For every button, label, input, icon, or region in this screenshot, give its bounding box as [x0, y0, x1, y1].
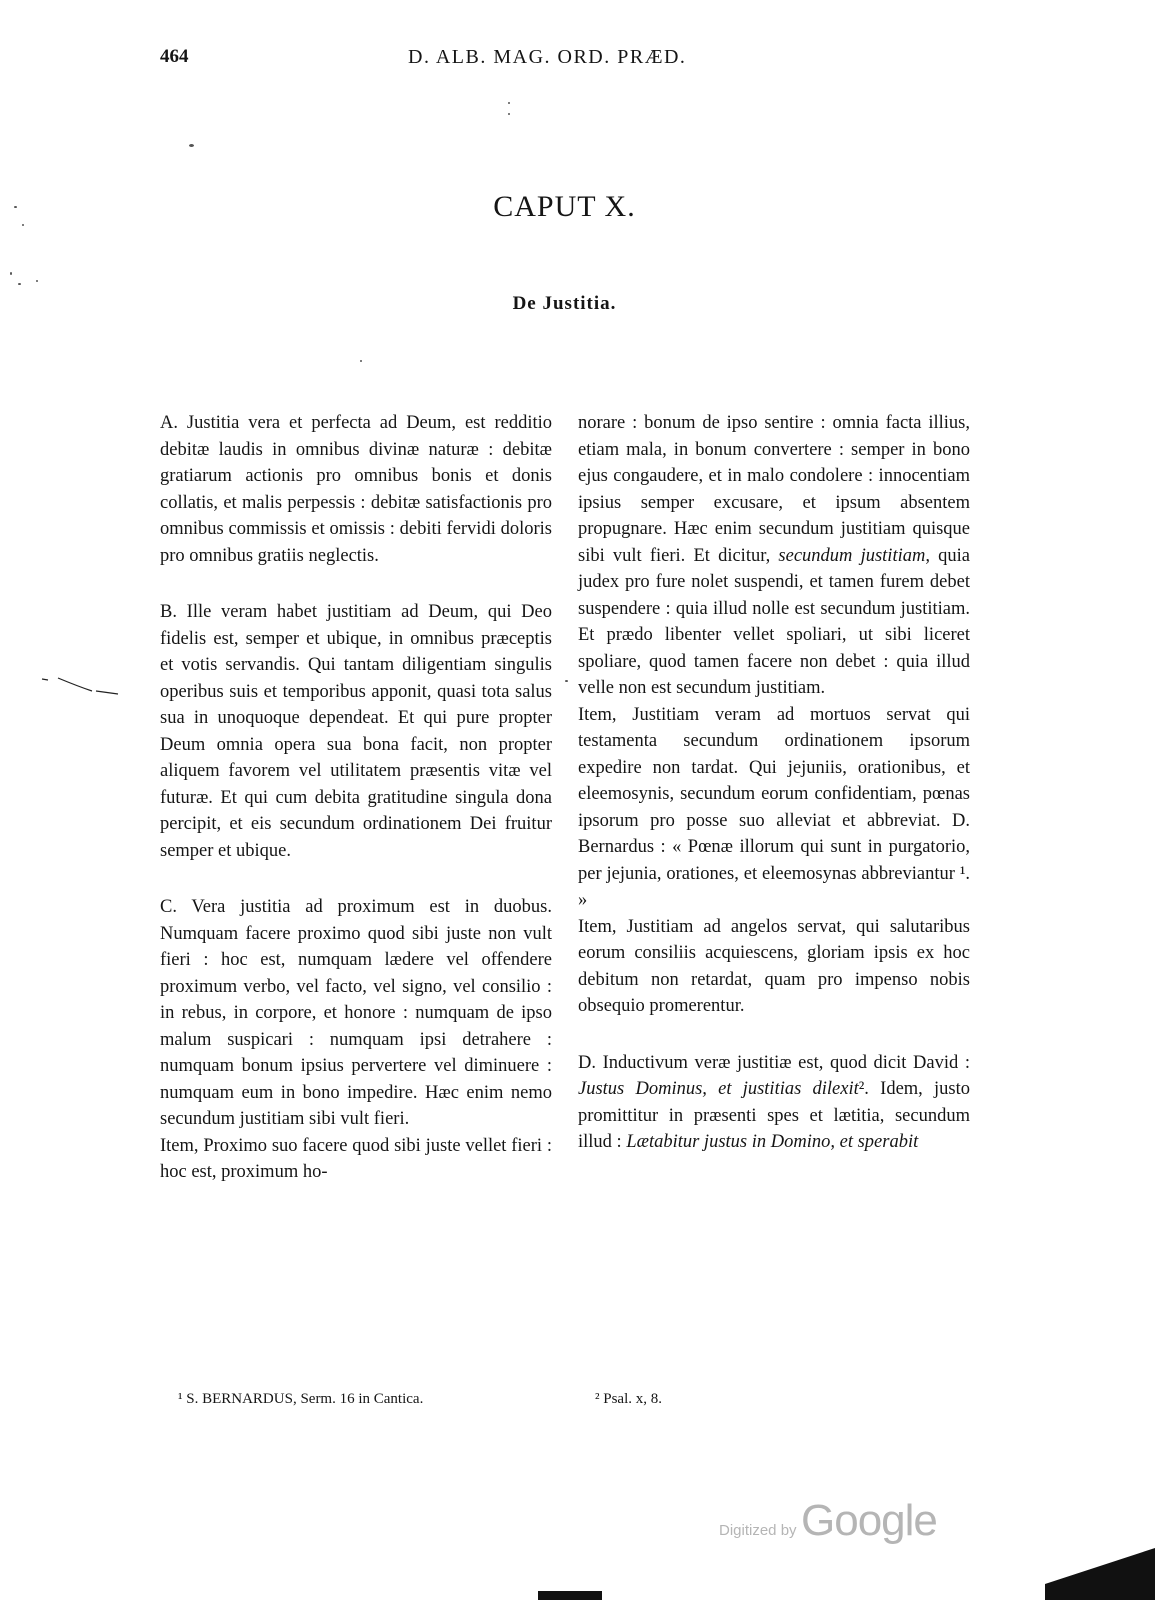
paragraph-b: B. Ille veram habet justitiam ad Deum, qui Deo fidelis est, semper et ubique, in omnibus præceptis et votis servandis. Qui tantam diligentiam singulis operibus suis et temporibus apponit, quasi tota salus sua in unoquoque dependeat. Et qui pure propter Deum omnia opera sua bona facit, non propter aliquem favorem vel utilitatem præsentis vitæ vel futuræ. Et qui cum debita gratitudine singula dona percipit, et eis secundum ordinationem Dei fruitur semper et ubique. [160, 602, 552, 861]
scan-speck [565, 680, 568, 682]
paragraph-item-angelos: Item, Justitiam ad angelos servat, qui salutaribus eorum consiliis acquiescens, gloriam ipsis ex hoc debitum non retardat, quam pro impenso nobis obsequio promerentur. [578, 916, 970, 1016]
paragraph-c: C. Vera justitia ad proximum est in duobus. Numquam facere proximo quod sibi juste non vult fieri : hoc est, numquam lædere vel offendere proximum verbo, vel facto, vel signo, vel consilio : in rebus, in corpore, et honore : numquam de ipso malum suspicari : numquam ipsi detrahere : numquam bonum ipsius pervertere vel diminuere : numquam eum in bono impedire. Hæc enim nemo secundum justitiam sibi vult fieri. [160, 897, 552, 1129]
scan-corner-shadow [1045, 1548, 1155, 1600]
paragraph-d-quote-2: Lætabitur justus in Domino, et sperabit [626, 1132, 919, 1152]
paragraph-item-mortuos: Item, Justitiam veram ad mortuos servat qui testamenta secundum ordinationem ipsorum expedire non tardat. Qui jejuniis, orationibus, et eleemosynis, secundum eorum confidentiam, pœnas ipsorum pro posse suo alleviat et abbreviat. D. Bernardus : « Pœnæ illorum qui sunt in purgatorio, per jejunia, orationes, et eleemosynas abbreviantur ¹. » [578, 704, 970, 910]
continuation-italic: secundum justitiam, [778, 545, 930, 566]
running-title: D. ALB. MAG. ORD. PRÆD. [408, 46, 687, 68]
left-column [160, 410, 552, 1186]
margin-pen-mark [40, 677, 120, 701]
paragraph-a: A. Justitia vera et perfecta ad Deum, est redditio debitæ laudis in omnibus divinæ naturæ : debitæ gratiarum actionis pro omnibus bonis et donis collatis, et malis perpessis : debitæ satisfactionis pro omnibus commissis et omissis : debiti fervidi doloris pro omnibus gratiis neglectis. [160, 413, 552, 566]
paragraph-item-proximo: Item, Proximo suo facere quod sibi juste vellet fieri : hoc est, proximum ho- [160, 1135, 552, 1182]
scan-speck [14, 206, 17, 208]
scan-speck [508, 113, 510, 115]
footnote-2: ² Psal. x, 8. [595, 1391, 663, 1407]
scan-speck [360, 360, 362, 362]
paragraph-continuation [578, 410, 970, 702]
scan-speck [18, 283, 21, 285]
digitized-watermark [719, 1496, 937, 1546]
right-column [578, 410, 970, 1156]
continuation-text-1: norare : bonum de ipso sentire : omnia facta illius, etiam mala, in bonum convertere : semper in bono ejus congaudere, et in malo condolere : innocentiam ipsius semper excusare, et ipsum absentem propugnare. Hæc enim secundum justitiam quisque sibi vult fieri. Et dicitur, [578, 413, 970, 566]
watermark-brand: Google [801, 1496, 937, 1545]
watermark-prefix: Digitized by [719, 1522, 797, 1539]
continuation-text-2: quia judex pro fure nolet suspendi, et tamen furem debet suspendere : quia illud nolle est secundum justitiam. Et prædo libenter vellet spoliari, ut sibi liceret spoliare, quod tamen facere non debet : quia illud velle non est secundum justitiam. [578, 545, 970, 698]
section-title: De Justitia. [512, 293, 617, 314]
scan-speck [10, 272, 12, 275]
scan-edge-bar [538, 1591, 602, 1600]
page-number: 464 [160, 46, 189, 67]
scan-speck [508, 102, 510, 104]
paragraph-d [578, 1050, 970, 1156]
paragraph-d-text-2: ². Idem, justo promittitur in præsenti spes et lætitia, secundum illud : [578, 1079, 970, 1152]
scan-speck [36, 280, 38, 282]
footnote-1: ¹ S. BERNARDUS, Serm. 16 in Cantica. [178, 1391, 424, 1407]
scan-speck [22, 224, 24, 226]
scan-speck [189, 144, 194, 147]
paragraph-d-quote-1: Justus Dominus, et justitias dilexit [578, 1079, 859, 1099]
chapter-title: CAPUT X. [493, 190, 636, 223]
paragraph-d-text-1: D. Inductivum veræ justitiæ est, quod dicit David : [578, 1052, 970, 1073]
